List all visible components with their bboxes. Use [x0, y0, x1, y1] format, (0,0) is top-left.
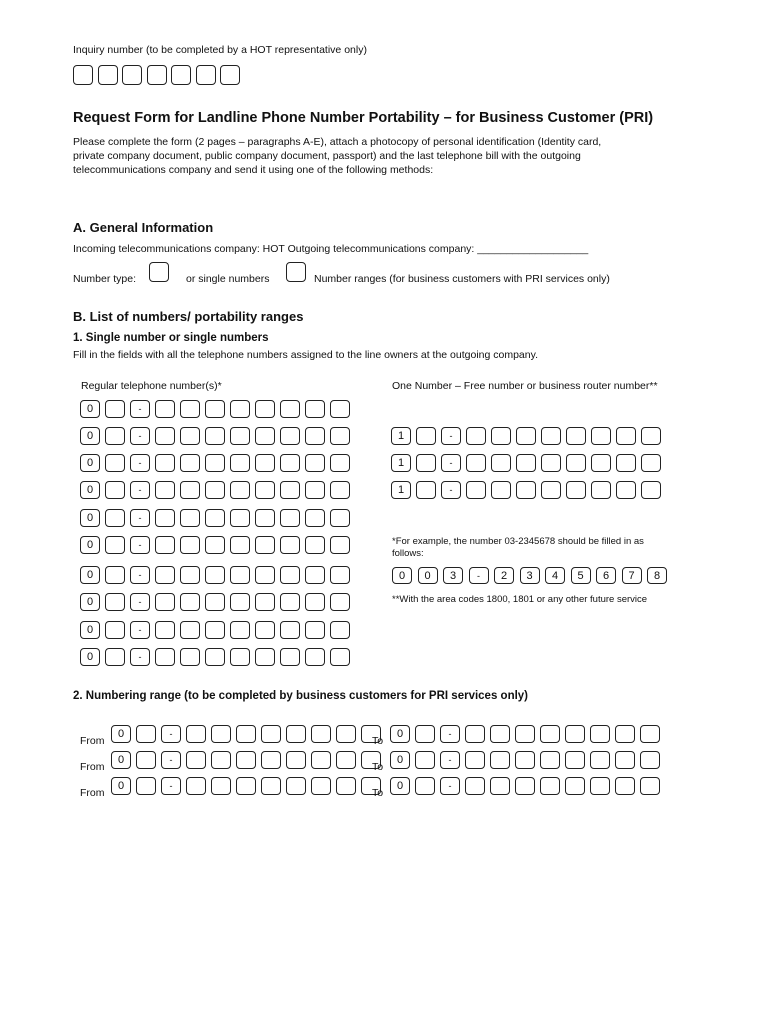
regular-number-dash-box: - — [130, 427, 150, 445]
free-number-digit-box[interactable] — [566, 481, 586, 499]
range-to-digit-box[interactable] — [490, 751, 510, 769]
range-to-digit-box[interactable] — [565, 725, 585, 743]
regular-number-digit-box[interactable] — [205, 509, 225, 527]
free-number-digit-box[interactable] — [466, 427, 486, 445]
regular-number-prefix-box: 0 — [80, 427, 100, 445]
free-number-prefix-box: 1 — [391, 454, 411, 472]
regular-number-digit-box[interactable] — [330, 593, 350, 611]
free-number-digit-box[interactable] — [466, 481, 486, 499]
range-from-digit-box[interactable] — [286, 777, 306, 795]
range-to-digit-box[interactable] — [615, 751, 635, 769]
regular-number-digit-box[interactable] — [255, 536, 275, 554]
regular-number-prefix-box: 0 — [80, 566, 100, 584]
regular-number-dash-box: - — [130, 454, 150, 472]
regular-number-digit-box[interactable] — [280, 648, 300, 666]
regular-number-digit-box[interactable] — [280, 509, 300, 527]
inquiry-label: Inquiry number (to be completed by a HOT representative only) — [73, 44, 367, 56]
regular-number-digit-box[interactable] — [155, 481, 175, 499]
regular-number-dash-box: - — [130, 566, 150, 584]
to-label: To — [372, 735, 384, 747]
regular-number-dash-box: - — [130, 509, 150, 527]
example-note-line-1: *For example, the number 03-2345678 should be filled in as — [392, 536, 644, 547]
example-digit-box: 6 — [596, 567, 616, 584]
regular-number-digit-box[interactable] — [280, 427, 300, 445]
range-to-digit-box[interactable] — [615, 777, 635, 795]
regular-number-digit-box[interactable] — [280, 621, 300, 639]
section-b-heading: B. List of numbers/ portability ranges — [73, 309, 304, 324]
regular-number-digit-box[interactable] — [330, 454, 350, 472]
range-from-digit-box[interactable] — [136, 777, 156, 795]
from-label: From — [80, 787, 105, 799]
range-from-digit-box[interactable] — [261, 777, 281, 795]
free-number-digit-box[interactable] — [416, 427, 436, 445]
range-to-digit-box[interactable] — [415, 751, 435, 769]
free-number-digit-box[interactable] — [566, 454, 586, 472]
inquiry-digit-box[interactable] — [171, 65, 191, 85]
range-to-digit-box[interactable] — [465, 751, 485, 769]
free-number-digit-box[interactable] — [616, 427, 636, 445]
example-digit-box: 5 — [571, 567, 591, 584]
example-digit-box: 0 — [418, 567, 438, 584]
regular-number-digit-box[interactable] — [155, 454, 175, 472]
range-to-digit-box[interactable] — [415, 725, 435, 743]
regular-number-digit-box[interactable] — [255, 400, 275, 418]
section-a-heading: A. General Information — [73, 220, 214, 235]
regular-number-digit-box[interactable] — [280, 400, 300, 418]
regular-number-digit-box[interactable] — [230, 536, 250, 554]
range-from-digit-box[interactable] — [261, 751, 281, 769]
regular-number-digit-box[interactable] — [305, 454, 325, 472]
range-from-prefix-box: 0 — [111, 777, 131, 795]
area-code-note: **With the area codes 1800, 1801 or any other future service — [392, 594, 648, 605]
free-number-digit-box[interactable] — [516, 454, 536, 472]
regular-number-digit-box[interactable] — [205, 454, 225, 472]
regular-number-digit-box[interactable] — [305, 536, 325, 554]
range-from-digit-box[interactable] — [311, 777, 331, 795]
regular-number-digit-box[interactable] — [155, 566, 175, 584]
inquiry-digit-box[interactable] — [98, 65, 118, 85]
regular-number-digit-box[interactable] — [105, 427, 125, 445]
regular-number-digit-box[interactable] — [330, 621, 350, 639]
example-digit-box: 3 — [443, 567, 463, 584]
regular-number-digit-box[interactable] — [105, 536, 125, 554]
regular-number-dash-box: - — [130, 400, 150, 418]
range-to-dash-box: - — [440, 725, 460, 743]
from-label: From — [80, 735, 105, 747]
range-to-digit-box[interactable] — [490, 777, 510, 795]
free-number-digit-box[interactable] — [491, 481, 511, 499]
regular-number-digit-box[interactable] — [280, 536, 300, 554]
regular-number-digit-box[interactable] — [205, 566, 225, 584]
regular-number-digit-box[interactable] — [330, 536, 350, 554]
range-from-digit-box[interactable] — [336, 777, 356, 795]
free-number-digit-box[interactable] — [641, 454, 661, 472]
range-from-digit-box[interactable] — [336, 751, 356, 769]
free-number-digit-box[interactable] — [416, 481, 436, 499]
range-to-digit-box[interactable] — [515, 777, 535, 795]
range-from-digit-box[interactable] — [236, 725, 256, 743]
free-number-digit-box[interactable] — [541, 454, 561, 472]
regular-number-digit-box[interactable] — [205, 621, 225, 639]
range-to-digit-box[interactable] — [540, 751, 560, 769]
numbering-range-heading: 2. Numbering range (to be completed by business customers for PRI services only) — [73, 690, 529, 702]
range-to-digit-box[interactable] — [640, 751, 660, 769]
regular-number-dash-box: - — [130, 648, 150, 666]
regular-number-digit-box[interactable] — [205, 427, 225, 445]
range-from-digit-box[interactable] — [211, 751, 231, 769]
range-from-digit-box[interactable] — [286, 751, 306, 769]
free-number-dash-box: - — [441, 427, 461, 445]
regular-number-digit-box[interactable] — [180, 593, 200, 611]
number-type-label: Number type: — [73, 273, 137, 285]
companies-line: Incoming telecommunications company: HOT Outgoing telecommunications company: ___________________ — [73, 243, 589, 255]
regular-number-digit-box[interactable] — [330, 509, 350, 527]
regular-number-digit-box[interactable] — [305, 481, 325, 499]
regular-number-digit-box[interactable] — [255, 593, 275, 611]
range-from-digit-box[interactable] — [236, 751, 256, 769]
regular-number-digit-box[interactable] — [180, 536, 200, 554]
regular-number-digit-box[interactable] — [255, 509, 275, 527]
example-digit-box: 3 — [520, 567, 540, 584]
range-from-digit-box[interactable] — [186, 777, 206, 795]
regular-number-digit-box[interactable] — [230, 427, 250, 445]
regular-number-dash-box: - — [130, 481, 150, 499]
regular-number-digit-box[interactable] — [230, 509, 250, 527]
regular-number-digit-box[interactable] — [305, 566, 325, 584]
regular-number-digit-box[interactable] — [155, 509, 175, 527]
range-to-prefix-box: 0 — [390, 777, 410, 795]
from-label: From — [80, 761, 105, 773]
regular-number-digit-box[interactable] — [180, 427, 200, 445]
example-digit-box: 8 — [647, 567, 667, 584]
regular-number-digit-box[interactable] — [105, 621, 125, 639]
regular-number-digit-box[interactable] — [105, 566, 125, 584]
free-number-dash-box: - — [441, 481, 461, 499]
regular-number-digit-box[interactable] — [230, 454, 250, 472]
regular-number-prefix-box: 0 — [80, 593, 100, 611]
regular-number-digit-box[interactable] — [105, 509, 125, 527]
range-to-digit-box[interactable] — [615, 725, 635, 743]
regular-number-prefix-box: 0 — [80, 509, 100, 527]
form-title: Request Form for Landline Phone Number Portability – for Business Customer (PRI) — [73, 110, 654, 126]
regular-number-digit-box[interactable] — [305, 400, 325, 418]
regular-number-digit-box[interactable] — [330, 400, 350, 418]
intro-line-3: telecommunications company and send it using one of the following methods: — [73, 164, 434, 176]
free-number-prefix-box: 1 — [391, 427, 411, 445]
range-to-digit-box[interactable] — [490, 725, 510, 743]
free-number-digit-box[interactable] — [466, 454, 486, 472]
regular-number-digit-box[interactable] — [280, 566, 300, 584]
range-to-digit-box[interactable] — [565, 777, 585, 795]
regular-number-digit-box[interactable] — [105, 593, 125, 611]
regular-number-digit-box[interactable] — [330, 481, 350, 499]
regular-number-digit-box[interactable] — [230, 566, 250, 584]
regular-number-prefix-box: 0 — [80, 481, 100, 499]
example-digit-box: 2 — [494, 567, 514, 584]
free-number-digit-box[interactable] — [616, 481, 636, 499]
free-number-digit-box[interactable] — [541, 481, 561, 499]
free-number-digit-box[interactable] — [641, 481, 661, 499]
regular-number-digit-box[interactable] — [255, 648, 275, 666]
regular-numbers-label: Regular telephone number(s)* — [81, 380, 222, 392]
inquiry-digit-box[interactable] — [73, 65, 93, 85]
inquiry-digit-box[interactable] — [196, 65, 216, 85]
range-from-prefix-box: 0 — [111, 725, 131, 743]
regular-number-digit-box[interactable] — [305, 427, 325, 445]
range-to-dash-box: - — [440, 777, 460, 795]
regular-number-digit-box[interactable] — [230, 621, 250, 639]
range-to-digit-box[interactable] — [515, 725, 535, 743]
range-to-digit-box[interactable] — [415, 777, 435, 795]
example-digit-box: 4 — [545, 567, 565, 584]
free-number-digit-box[interactable] — [491, 427, 511, 445]
regular-number-digit-box[interactable] — [155, 427, 175, 445]
range-from-digit-box[interactable] — [186, 725, 206, 743]
to-label: To — [372, 787, 384, 799]
regular-number-digit-box[interactable] — [205, 648, 225, 666]
free-number-digit-box[interactable] — [591, 481, 611, 499]
regular-number-digit-box[interactable] — [255, 454, 275, 472]
free-number-digit-box[interactable] — [416, 454, 436, 472]
regular-number-digit-box[interactable] — [305, 648, 325, 666]
free-number-digit-box[interactable] — [591, 427, 611, 445]
regular-number-digit-box[interactable] — [180, 648, 200, 666]
free-number-dash-box: - — [441, 454, 461, 472]
regular-number-digit-box[interactable] — [230, 593, 250, 611]
free-number-digit-box[interactable] — [566, 427, 586, 445]
number-ranges-checkbox[interactable] — [286, 262, 306, 282]
regular-number-digit-box[interactable] — [105, 400, 125, 418]
regular-number-digit-box[interactable] — [205, 593, 225, 611]
regular-number-digit-box[interactable] — [205, 400, 225, 418]
regular-number-digit-box[interactable] — [105, 481, 125, 499]
example-note-line-2: follows: — [392, 548, 424, 559]
regular-number-digit-box[interactable] — [255, 566, 275, 584]
free-number-digit-box[interactable] — [491, 454, 511, 472]
regular-number-digit-box[interactable] — [205, 481, 225, 499]
regular-number-digit-box[interactable] — [205, 536, 225, 554]
regular-number-digit-box[interactable] — [305, 509, 325, 527]
free-number-digit-box[interactable] — [616, 454, 636, 472]
regular-number-digit-box[interactable] — [280, 481, 300, 499]
range-from-digit-box[interactable] — [311, 751, 331, 769]
regular-number-prefix-box: 0 — [80, 648, 100, 666]
single-numbers-instructions: Fill in the fields with all the telephone numbers assigned to the line owners at the outgoing company. — [73, 349, 538, 361]
intro-line-2: private company document, public company document, passport) and the last telephone bill with the outgoing — [73, 150, 581, 162]
free-number-digit-box[interactable] — [516, 427, 536, 445]
range-to-prefix-box: 0 — [390, 751, 410, 769]
range-to-digit-box[interactable] — [565, 751, 585, 769]
regular-number-digit-box[interactable] — [155, 593, 175, 611]
example-digit-box: 7 — [622, 567, 642, 584]
range-to-digit-box[interactable] — [590, 725, 610, 743]
regular-number-digit-box[interactable] — [155, 536, 175, 554]
range-to-digit-box[interactable] — [465, 777, 485, 795]
free-number-digit-box[interactable] — [516, 481, 536, 499]
range-to-dash-box: - — [440, 751, 460, 769]
range-from-digit-box[interactable] — [311, 725, 331, 743]
range-to-digit-box[interactable] — [515, 751, 535, 769]
regular-number-prefix-box: 0 — [80, 454, 100, 472]
inquiry-digit-box[interactable] — [147, 65, 167, 85]
range-to-digit-box[interactable] — [640, 777, 660, 795]
single-numbers-heading: 1. Single number or single numbers — [73, 332, 269, 344]
example-digit-box: 0 — [392, 567, 412, 584]
regular-number-dash-box: - — [130, 536, 150, 554]
regular-number-prefix-box: 0 — [80, 400, 100, 418]
regular-number-prefix-box: 0 — [80, 536, 100, 554]
range-from-digit-box[interactable] — [236, 777, 256, 795]
free-number-digit-box[interactable] — [591, 454, 611, 472]
number-ranges-label: Number ranges (for business customers with PRI services only) — [314, 273, 610, 285]
free-number-digit-box[interactable] — [641, 427, 661, 445]
free-number-prefix-box: 1 — [391, 481, 411, 499]
range-to-digit-box[interactable] — [465, 725, 485, 743]
range-from-digit-box[interactable] — [136, 751, 156, 769]
range-to-digit-box[interactable] — [540, 725, 560, 743]
range-to-digit-box[interactable] — [540, 777, 560, 795]
regular-number-digit-box[interactable] — [330, 427, 350, 445]
regular-number-digit-box[interactable] — [155, 648, 175, 666]
regular-number-digit-box[interactable] — [305, 621, 325, 639]
inquiry-digit-box[interactable] — [220, 65, 240, 85]
range-from-digit-box[interactable] — [136, 725, 156, 743]
regular-number-digit-box[interactable] — [330, 648, 350, 666]
regular-number-dash-box: - — [130, 621, 150, 639]
range-to-prefix-box: 0 — [390, 725, 410, 743]
range-to-digit-box[interactable] — [590, 751, 610, 769]
regular-number-digit-box[interactable] — [255, 621, 275, 639]
range-from-dash-box: - — [161, 777, 181, 795]
regular-number-digit-box[interactable] — [280, 454, 300, 472]
free-number-digit-box[interactable] — [541, 427, 561, 445]
regular-number-prefix-box: 0 — [80, 621, 100, 639]
regular-number-digit-box[interactable] — [255, 427, 275, 445]
range-from-digit-box[interactable] — [211, 777, 231, 795]
regular-number-digit-box[interactable] — [230, 648, 250, 666]
regular-number-digit-box[interactable] — [280, 593, 300, 611]
regular-number-digit-box[interactable] — [330, 566, 350, 584]
regular-number-digit-box[interactable] — [105, 648, 125, 666]
single-numbers-checkbox[interactable] — [149, 262, 169, 282]
regular-number-digit-box[interactable] — [180, 454, 200, 472]
range-from-digit-box[interactable] — [211, 725, 231, 743]
range-from-digit-box[interactable] — [286, 725, 306, 743]
regular-number-digit-box[interactable] — [180, 509, 200, 527]
regular-number-digit-box[interactable] — [180, 400, 200, 418]
inquiry-digit-box[interactable] — [122, 65, 142, 85]
example-dash-box: - — [469, 567, 489, 584]
intro-line-1: Please complete the form (2 pages – paragraphs A-E), attach a photocopy of personal identification (Identity card, — [73, 136, 602, 148]
regular-number-digit-box[interactable] — [180, 481, 200, 499]
range-from-digit-box[interactable] — [261, 725, 281, 743]
regular-number-digit-box[interactable] — [230, 400, 250, 418]
range-from-dash-box: - — [161, 751, 181, 769]
regular-number-digit-box[interactable] — [230, 481, 250, 499]
range-to-digit-box[interactable] — [640, 725, 660, 743]
to-label: To — [372, 761, 384, 773]
range-from-prefix-box: 0 — [111, 751, 131, 769]
regular-number-digit-box[interactable] — [305, 593, 325, 611]
regular-number-digit-box[interactable] — [180, 566, 200, 584]
regular-number-digit-box[interactable] — [180, 621, 200, 639]
regular-number-dash-box: - — [130, 593, 150, 611]
single-numbers-label: or single numbers — [186, 273, 270, 285]
range-to-digit-box[interactable] — [590, 777, 610, 795]
regular-number-digit-box[interactable] — [155, 400, 175, 418]
free-numbers-label: One Number – Free number or business router number** — [392, 380, 658, 392]
regular-number-digit-box[interactable] — [155, 621, 175, 639]
regular-number-digit-box[interactable] — [255, 481, 275, 499]
range-from-digit-box[interactable] — [186, 751, 206, 769]
regular-number-digit-box[interactable] — [105, 454, 125, 472]
range-from-digit-box[interactable] — [336, 725, 356, 743]
range-from-dash-box: - — [161, 725, 181, 743]
